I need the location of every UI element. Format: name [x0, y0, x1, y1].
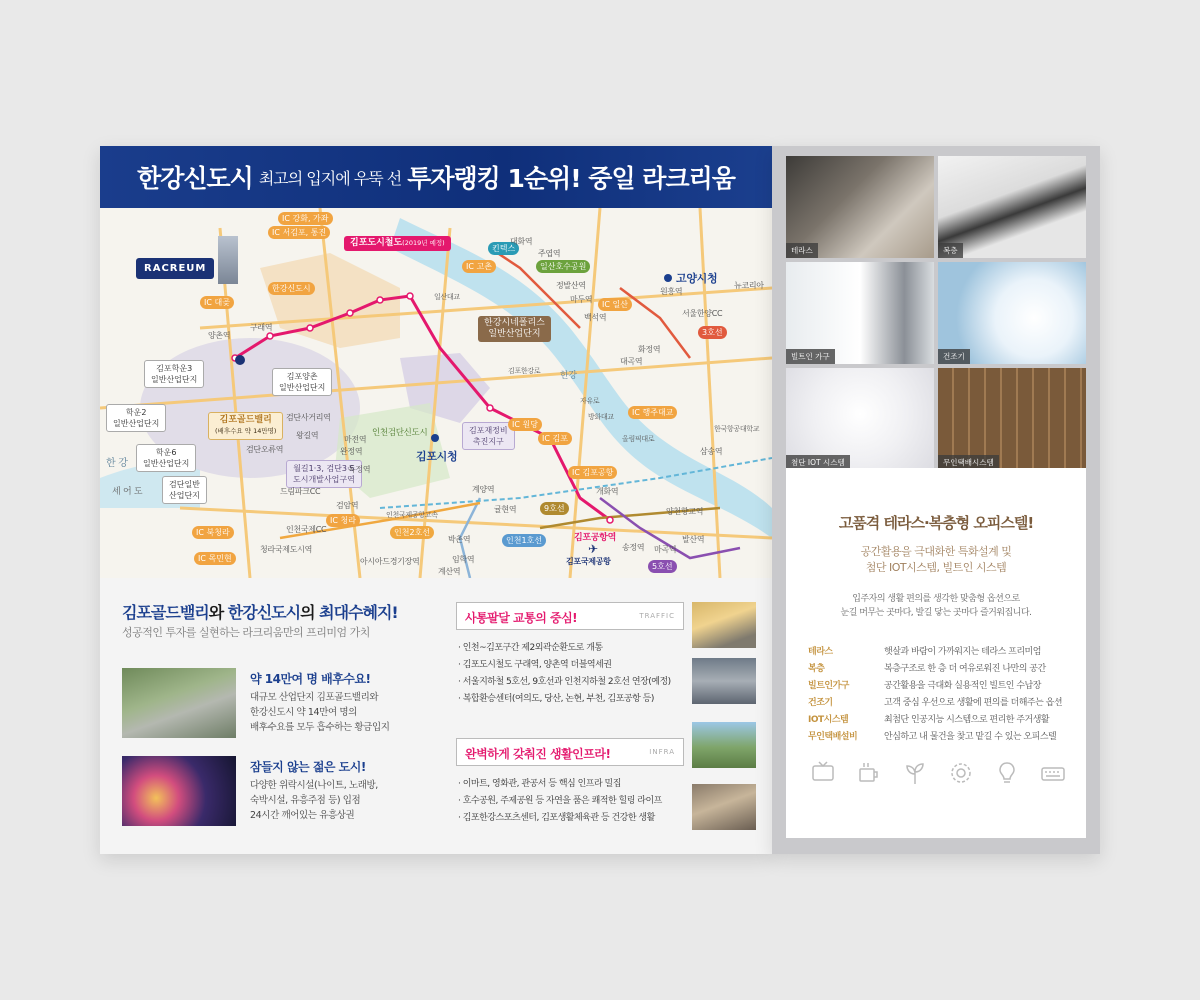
infra-list — [458, 776, 662, 827]
coffee-icon — [856, 760, 882, 786]
feature-demand-line: 배후수요를 모두 흡수하는 황금입지 — [250, 722, 390, 733]
spec-row — [808, 644, 1074, 661]
banner-part3: 투자랭킹 1순위! 중일 라크리움 — [407, 164, 735, 193]
gimpo-railway-text: 김포도시철도 — [350, 238, 403, 248]
racreum-site-dot — [235, 355, 245, 365]
feature-demand-line: 한강신도시 약 14만여 명의 — [250, 707, 357, 718]
spec-key: 건조기 — [808, 698, 833, 708]
station-label-16: 양천향교역 — [666, 507, 704, 516]
ic-tag-4: IC 고촌 — [462, 260, 496, 273]
officetel-card — [786, 468, 1086, 838]
aerial-photo — [122, 668, 236, 738]
infra-box — [456, 738, 684, 766]
officetel-subtitle-line: 공간활용을 극대화한 특화설계 및 — [860, 545, 1012, 558]
ic-tag-2: IC 서김포, 통진 — [268, 226, 330, 239]
goldvalley-callout — [208, 412, 283, 440]
tv-icon — [810, 760, 836, 786]
spec-row — [808, 678, 1074, 695]
benefits-title — [122, 600, 398, 623]
spec-value: 공간활용을 극대화 실용적인 빌트인 수납장 — [884, 681, 1041, 691]
officetel-title: 고품격 테라스·복층형 오피스텔! — [838, 514, 1034, 532]
station-label-7: 백석역 — [584, 313, 607, 322]
metapolis-callout: 한강시네폴리스 일반산업단지 — [478, 316, 551, 342]
ic-tag-7: IC 일산 — [598, 298, 632, 311]
place-label-9: 한국항공대학교 — [714, 425, 760, 433]
title-wa: 와 — [208, 603, 224, 622]
infra-item: · 김포한강스포츠센터, 김포생활체육관 등 건강한 생활 — [458, 813, 655, 823]
spec-key: IOT시스템 — [808, 715, 849, 725]
title-newtown: 한강신도시 — [227, 603, 301, 622]
feature-nightlife-line: 다양한 위락시설(나이트, 노래방, — [250, 780, 378, 791]
gear-icon — [948, 760, 974, 786]
traffic-title: 사통팔달 교통의 중심! — [465, 611, 578, 625]
traffic-item: · 서울지하철 5호선, 9호선과 인천지하철 2호선 연장(예정) — [458, 677, 671, 687]
gallery-builtin — [786, 262, 934, 364]
station-label-1: 양촌역 — [208, 331, 231, 340]
station-label-5: 정발산역 — [556, 281, 586, 290]
station-label-15: 발산역 — [682, 535, 705, 544]
title-ui: 의 — [300, 603, 315, 622]
place-label-6: 아시아드경기장역 — [360, 557, 420, 566]
gallery-caption: 무인택배시스템 — [938, 455, 999, 470]
gallery-iot — [786, 368, 934, 470]
ic-tag-6: IC 목민현 — [194, 552, 236, 565]
spec-row — [808, 729, 1074, 746]
ic-tag-12: IC 김포공항 — [568, 466, 617, 479]
gimpo-railway-note: (2019년 예정) — [402, 239, 445, 247]
place-label-3: 드림파크CC — [280, 487, 321, 496]
line3-tag: 3호선 — [698, 326, 727, 339]
hakun2-callout: 학운2 일반산업단지 — [106, 404, 166, 432]
spec-key: 복층 — [808, 664, 825, 674]
station-label-11: 삼송역 — [700, 447, 723, 456]
left-page — [100, 146, 772, 854]
station-label-20: 임학역 — [452, 555, 475, 564]
spec-key: 빌트인가구 — [808, 681, 849, 691]
goyang-cityhall-dot — [664, 274, 672, 282]
gallery-duplex — [938, 156, 1086, 258]
headline-banner — [100, 146, 772, 208]
place-label-1: 한 강 — [106, 458, 128, 469]
racreum-logo-callout — [136, 258, 214, 279]
spec-key: 테라스 — [808, 647, 833, 657]
place-label-14: 올림픽대로 — [622, 435, 655, 443]
station-label-27: 검단오류역 — [246, 445, 284, 454]
spec-value: 햇살과 바람이 가까워지는 테라스 프리미엄 — [884, 647, 1041, 657]
spec-row — [808, 695, 1074, 712]
ic-tag-8: IC 행주대교 — [628, 406, 677, 419]
road-photo — [692, 658, 756, 704]
station-label-23: 완정역 — [340, 447, 363, 456]
infra-eng: INFRA — [649, 748, 675, 756]
place-label-11: 인천국제공항고속 — [386, 511, 438, 519]
redevelop-callout: 김포재정비 촉진지구 — [462, 422, 515, 450]
goyang-cityhall-label: 고양시청 — [676, 272, 718, 285]
location-map — [100, 208, 772, 578]
plant-icon — [902, 760, 928, 786]
gimpo-cityhall-dot — [431, 434, 439, 442]
city-photo — [692, 784, 756, 830]
line5-tag: 5호선 — [648, 560, 677, 573]
gimpo-airport-label: 김포국제공항 — [566, 557, 611, 566]
ic-tag-10: IC 청라 — [326, 514, 360, 527]
train-photo — [692, 602, 756, 648]
officetel-desc — [786, 592, 1086, 620]
ilsan-lake-park-tag: 일산호수공원 — [536, 260, 590, 273]
station-label-29: 검암역 — [336, 501, 359, 510]
officetel-desc-line: 눈길 머무는 곳마다, 발길 닿는 곳마다 즐거워집니다. — [840, 608, 1032, 618]
traffic-box — [456, 602, 684, 630]
station-label-25: 검단사거리역 — [286, 413, 331, 422]
spec-value: 복층구조로 한 층 더 여유로워진 나만의 공간 — [884, 664, 1046, 674]
spec-value: 최첨단 인공지능 시스템으로 편리한 주거생활 — [884, 715, 1050, 725]
airplane-icon: ✈ — [588, 542, 599, 556]
incheon2-tag: 인천2호선 — [390, 526, 434, 539]
station-label-10: 원흥역 — [660, 287, 683, 296]
place-label-16: 방화대교 — [588, 413, 614, 421]
wolgot-callout: 월길1·3, 검단3·5 도시개발사업구역 — [286, 460, 362, 488]
spec-value: 고객 중심 우선으로 생활에 편의를 더해주는 옵션 — [884, 698, 1063, 708]
place-label-10: 한강 — [560, 371, 577, 381]
hangang-newtown-tag: 한강신도시 — [268, 282, 315, 295]
banner-part2: 최고의 입지에 우뚝 선 — [258, 168, 402, 188]
station-label-4: 주엽역 — [538, 249, 561, 258]
gallery-terrace — [786, 156, 934, 258]
station-label-6: 마두역 — [570, 295, 593, 304]
place-label-8: 뉴코리아 — [734, 281, 764, 290]
place-label-12: 일산대교 — [434, 293, 460, 301]
officetel-subtitle-line: 첨단 IOT시스템, 빌트인 시스템 — [865, 561, 1007, 574]
station-label-12: 개화역 — [596, 487, 619, 496]
title-max: 최대수혜지! — [319, 603, 398, 622]
traffic-item: · 김포도시철도 구래역, 양촌역 더블역세권 — [458, 660, 612, 670]
station-label-14: 마곡역 — [654, 545, 677, 554]
station-label-3: 대화역 — [510, 237, 533, 246]
feature-nightlife-line: 숙박시설, 유흥주점 등) 입점 — [250, 795, 361, 806]
amenity-icons — [810, 760, 1066, 786]
yangchon-callout: 김포양촌 일반산업단지 — [272, 368, 332, 396]
racreum-logo-text: RACREUM — [144, 263, 207, 274]
hakun3-callout: 김포학운3 일반산업단지 — [144, 360, 204, 388]
place-label-2: 세 어 도 — [112, 487, 143, 497]
feature-demand — [122, 668, 440, 738]
benefits-section — [100, 578, 772, 854]
gallery-dryer — [938, 262, 1086, 364]
traffic-item: · 인천~김포구간 제2외곽순환도로 개통 — [458, 643, 603, 653]
kintex-tag: 킨텍스 — [488, 242, 519, 255]
ic-tag-5: IC 북청라 — [192, 526, 234, 539]
feature-nightlife-title: 잠들지 않는 젊은 도시! — [250, 760, 366, 774]
park-photo — [692, 722, 756, 768]
benefits-subtitle: 성공적인 투자를 실현하는 라크리움만의 프리미엄 가치 — [122, 626, 370, 639]
station-label-18: 귤현역 — [494, 505, 517, 514]
station-label-2: 구래역 — [250, 323, 273, 332]
gallery-caption: 첨단 IOT 시스템 — [786, 455, 850, 470]
infra-item: · 이마트, 영화관, 관공서 등 핵심 인프라 밀집 — [458, 779, 621, 789]
gallery-caption: 빌트인 가구 — [786, 349, 835, 364]
keyboard-icon — [1040, 760, 1066, 786]
title-goldvalley: 김포골드밸리 — [122, 603, 209, 622]
officetel-desc-line: 입주자의 생활 편의를 생각한 맞춤형 옵션으로 — [852, 594, 1020, 604]
goldvalley-note: (배후수요 약 14만명) — [215, 427, 277, 435]
gimpo-cityhall-label: 김포시청 — [416, 450, 458, 463]
hakun6-callout: 학운6 일반산업단지 — [136, 444, 196, 472]
brochure-spread — [100, 146, 1100, 854]
station-label-9: 대곡역 — [620, 357, 643, 366]
gallery-caption: 건조기 — [938, 349, 970, 364]
feature-nightlife-line: 24시간 깨어있는 유흥상권 — [250, 810, 355, 821]
ic-tag-3: IC 대곶 — [200, 296, 234, 309]
infra-title: 완벽하게 갖춰진 생활인프라! — [465, 747, 611, 761]
lightbulb-icon — [994, 760, 1020, 786]
ic-tag-1: IC 강화, 가좌 — [278, 212, 333, 225]
spec-key: 무인택배설비 — [808, 732, 858, 742]
traffic-list — [458, 640, 671, 708]
ic-tag-11: IC 원당 — [508, 418, 542, 431]
spec-list — [808, 644, 1074, 746]
spec-row — [808, 712, 1074, 729]
line9-tag: 9호선 — [540, 502, 569, 515]
banner-part1: 한강신도시 — [137, 164, 253, 193]
gimpo-railway-callout — [344, 236, 451, 251]
feature-demand-line: 대규모 산업단지 김포골드밸리와 — [250, 692, 379, 703]
incheon1-tag: 인천1호선 — [502, 534, 546, 547]
gimpo-airport-station-label: 김포공항역 — [574, 533, 616, 543]
incheon-geomdan-label: 인천검단신도시 — [372, 428, 428, 438]
infra-item: · 호수공원, 주제공원 등 자연을 품은 쾌적한 힐링 라이프 — [458, 796, 662, 806]
place-label-5: 청라국제도시역 — [260, 545, 312, 554]
place-label-13: 김포한강로 — [508, 367, 541, 375]
traffic-item: · 복합환승센터(여의도, 당산, 논현, 부천, 김포공항 등) — [458, 694, 654, 704]
station-label-8: 화정역 — [638, 345, 661, 354]
geomdan-callout: 검단일반 산업단지 — [162, 476, 207, 504]
station-label-13: 송정역 — [622, 543, 645, 552]
gallery-parcel — [938, 368, 1086, 470]
feature-demand-desc — [250, 690, 390, 735]
station-label-22: 마전역 — [344, 435, 367, 444]
ic-tag-9: IC 김포 — [538, 432, 572, 445]
feature-nightlife-desc — [250, 778, 378, 823]
right-page — [772, 146, 1100, 854]
building-illustration — [218, 236, 238, 284]
place-label-15: 자유로 — [580, 397, 600, 405]
place-label-4: 인천국제CC — [286, 525, 327, 534]
feature-demand-title: 약 14만여 명 배후수요! — [250, 672, 371, 686]
station-label-26: 왕길역 — [296, 431, 319, 440]
goldvalley-title: 김포골드밸리 — [219, 415, 272, 425]
station-label-21: 계산역 — [438, 567, 461, 576]
night-city-photo — [122, 756, 236, 826]
feature-nightlife — [122, 756, 440, 826]
traffic-eng: TRAFFIC — [639, 612, 675, 620]
gallery-caption: 복층 — [938, 243, 963, 258]
station-label-19: 박촌역 — [448, 535, 471, 544]
station-label-17: 계양역 — [472, 485, 495, 494]
spec-row — [808, 661, 1074, 678]
station-label-24: 독정역 — [348, 465, 371, 474]
spec-value: 안심하고 내 물건을 찾고 맡길 수 있는 오피스텔 — [884, 732, 1057, 742]
officetel-subtitle — [786, 544, 1086, 576]
place-label-7: 서울한양CC — [682, 309, 723, 318]
gallery-caption: 테라스 — [786, 243, 818, 258]
